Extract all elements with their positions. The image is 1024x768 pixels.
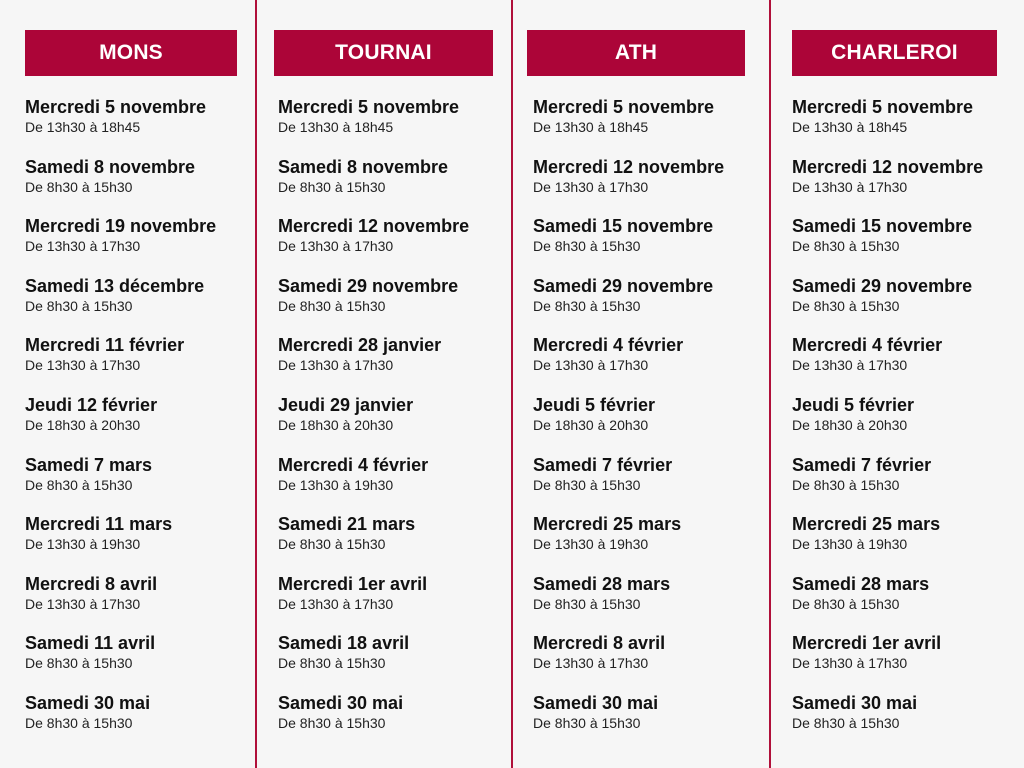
entry-hours: De 13h30 à 17h30 <box>25 357 141 374</box>
entry-hours: De 8h30 à 15h30 <box>278 715 386 731</box>
entry-date: Mercredi 1er avril <box>278 573 428 594</box>
schedule-entry <box>278 632 538 672</box>
entry-hours: De 8h30 à 15h30 <box>25 297 133 314</box>
schedule-entry <box>792 513 1024 553</box>
entry-date: Samedi 28 mars <box>792 573 930 594</box>
entry-date: Mercredi 1er avril <box>792 633 942 654</box>
entry-date: Mercredi 25 mars <box>792 514 941 535</box>
entry-date: Mercredi 28 janvier <box>278 335 442 356</box>
entry-date: Samedi 29 novembre <box>533 275 714 296</box>
schedule-entry <box>533 573 793 613</box>
entry-date: Mercredi 8 avril <box>25 573 158 594</box>
schedule-entry <box>25 275 285 315</box>
schedule-entry <box>533 454 793 494</box>
entry-date: Samedi 21 mars <box>278 514 416 535</box>
schedule-entry <box>278 334 538 374</box>
entry-hours: De 13h30 à 17h30 <box>25 238 141 255</box>
entry-hours: De 13h30 à 17h30 <box>278 357 394 374</box>
entry-date: Mercredi 12 novembre <box>792 156 984 177</box>
entry-date: Samedi 7 mars <box>25 454 153 475</box>
entry-date: Samedi 8 novembre <box>278 156 449 177</box>
schedule-entry <box>25 334 285 374</box>
entry-hours: De 13h30 à 19h30 <box>278 476 394 493</box>
entry-date: Samedi 13 décembre <box>25 275 205 296</box>
entry-date: Samedi 30 mai <box>278 693 404 713</box>
schedule-entry <box>792 573 1024 613</box>
schedule-entry <box>278 692 538 732</box>
schedule-entry <box>278 156 538 196</box>
schedule-entry <box>792 156 1024 196</box>
entry-hours: De 8h30 à 15h30 <box>25 476 133 493</box>
schedule-entry <box>533 632 793 672</box>
entry-hours: De 8h30 à 15h30 <box>533 238 641 255</box>
entry-hours: De 13h30 à 19h30 <box>533 536 649 553</box>
entry-date: Samedi 11 avril <box>25 633 156 654</box>
entry-date: Mercredi 5 novembre <box>792 97 974 117</box>
entry-hours: De 13h30 à 17h30 <box>792 178 908 195</box>
schedule-entry <box>792 454 1024 494</box>
entry-hours: De 18h30 à 20h30 <box>792 417 908 433</box>
entry-date: Samedi 7 février <box>533 454 673 475</box>
schedule-entry <box>792 275 1024 315</box>
entry-hours: De 8h30 à 15h30 <box>792 595 900 612</box>
entry-hours: De 8h30 à 15h30 <box>792 297 900 314</box>
entry-date: Samedi 7 février <box>792 454 932 475</box>
entry-hours: De 13h30 à 17h30 <box>533 178 649 195</box>
entry-date: Mercredi 5 novembre <box>533 97 715 117</box>
entry-hours: De 8h30 à 15h30 <box>792 715 900 731</box>
entry-date: Samedi 30 mai <box>25 693 151 713</box>
schedule-entry <box>25 454 285 494</box>
schedule-entry <box>792 334 1024 374</box>
schedule-entry <box>25 632 285 672</box>
schedule-entry <box>792 215 1024 255</box>
entry-hours: De 13h30 à 17h30 <box>25 595 141 612</box>
schedule-entry <box>533 96 793 136</box>
entry-date: Jeudi 5 février <box>533 395 656 415</box>
entry-hours: De 8h30 à 15h30 <box>278 536 386 553</box>
entry-date: Mercredi 11 mars <box>25 514 173 535</box>
entry-date: Jeudi 5 février <box>792 395 915 415</box>
entry-date: Samedi 15 novembre <box>792 216 973 237</box>
entry-hours: De 8h30 à 15h30 <box>533 297 641 314</box>
schedule-entry <box>25 215 285 255</box>
schedule-entry <box>533 156 793 196</box>
entry-date: Mercredi 5 novembre <box>25 97 207 117</box>
schedule-entry <box>278 573 538 613</box>
entry-hours: De 8h30 à 15h30 <box>25 178 133 195</box>
entry-date: Samedi 29 novembre <box>792 275 973 296</box>
entry-hours: De 8h30 à 15h30 <box>792 238 900 255</box>
entry-date: Mercredi 19 novembre <box>25 216 217 237</box>
entry-date: Samedi 15 novembre <box>533 216 714 237</box>
schedule-entry <box>278 96 538 136</box>
entry-date: Samedi 28 mars <box>533 573 671 594</box>
schedule-entry <box>533 513 793 553</box>
schedule-entry <box>533 692 793 732</box>
schedule-entry <box>25 156 285 196</box>
schedule-entry <box>278 215 538 255</box>
entry-hours: De 8h30 à 15h30 <box>792 476 900 493</box>
entry-date: Mercredi 12 novembre <box>278 216 470 237</box>
entry-hours: De 8h30 à 15h30 <box>25 715 133 731</box>
schedule-entry <box>792 632 1024 672</box>
schedule-entry <box>533 334 793 374</box>
schedule-entry <box>25 96 285 136</box>
entry-hours: De 13h30 à 17h30 <box>533 357 649 374</box>
column-header-mons: MONS <box>25 30 237 76</box>
entry-hours: De 13h30 à 17h30 <box>278 595 394 612</box>
schedule-entry <box>25 513 285 553</box>
schedule-entry <box>533 275 793 315</box>
entry-hours: De 18h30 à 20h30 <box>25 417 141 433</box>
schedule-entry <box>533 394 793 434</box>
entry-date: Jeudi 12 février <box>25 395 158 415</box>
entry-date: Samedi 18 avril <box>278 633 410 654</box>
entry-hours: De 8h30 à 15h30 <box>278 655 386 672</box>
entry-hours: De 13h30 à 18h45 <box>533 119 649 135</box>
entry-hours: De 13h30 à 17h30 <box>278 238 394 255</box>
entry-date: Samedi 30 mai <box>533 693 659 713</box>
entry-hours: De 18h30 à 20h30 <box>533 417 649 433</box>
entry-hours: De 18h30 à 20h30 <box>278 417 394 433</box>
schedule-entry <box>278 513 538 553</box>
entry-date: Mercredi 4 février <box>533 335 684 356</box>
entry-hours: De 13h30 à 17h30 <box>792 655 908 672</box>
schedule-entry <box>25 573 285 613</box>
entry-hours: De 8h30 à 15h30 <box>278 178 386 195</box>
schedule-entry <box>533 215 793 255</box>
entry-date: Mercredi 8 avril <box>533 633 666 654</box>
entry-date: Samedi 8 novembre <box>25 156 196 177</box>
entry-date: Samedi 29 novembre <box>278 275 459 296</box>
schedule-entry <box>792 692 1024 732</box>
entry-hours: De 8h30 à 15h30 <box>533 715 641 731</box>
schedule-entry <box>278 454 538 494</box>
entry-hours: De 13h30 à 19h30 <box>25 536 141 553</box>
schedule-entry <box>278 275 538 315</box>
entry-hours: De 13h30 à 18h45 <box>792 119 908 135</box>
schedule-entry <box>25 394 285 434</box>
entry-hours: De 8h30 à 15h30 <box>278 297 386 314</box>
entry-date: Mercredi 11 février <box>25 335 185 356</box>
entry-date: Mercredi 25 mars <box>533 514 682 535</box>
schedule-entry <box>792 96 1024 136</box>
entry-hours: De 13h30 à 18h45 <box>25 119 141 135</box>
entry-hours: De 13h30 à 17h30 <box>533 655 649 672</box>
entry-date: Mercredi 5 novembre <box>278 97 460 117</box>
schedule-entry <box>25 692 285 732</box>
entry-date: Samedi 30 mai <box>792 693 918 713</box>
column-header-ath: ATH <box>527 30 745 76</box>
schedule-entry <box>278 394 538 434</box>
entry-date: Mercredi 4 février <box>278 454 429 475</box>
entry-hours: De 13h30 à 17h30 <box>792 357 908 374</box>
entry-hours: De 8h30 à 15h30 <box>533 476 641 493</box>
entry-hours: De 8h30 à 15h30 <box>533 595 641 612</box>
entry-date: Mercredi 12 novembre <box>533 156 725 177</box>
column-header-tournai: TOURNAI <box>274 30 493 76</box>
entry-hours: De 8h30 à 15h30 <box>25 655 133 672</box>
column-header-charleroi: CHARLEROI <box>792 30 997 76</box>
entry-hours: De 13h30 à 18h45 <box>278 119 394 135</box>
entry-date: Jeudi 29 janvier <box>278 395 414 415</box>
schedule-entry <box>792 394 1024 434</box>
entry-hours: De 13h30 à 19h30 <box>792 536 908 553</box>
entry-date: Mercredi 4 février <box>792 335 943 356</box>
